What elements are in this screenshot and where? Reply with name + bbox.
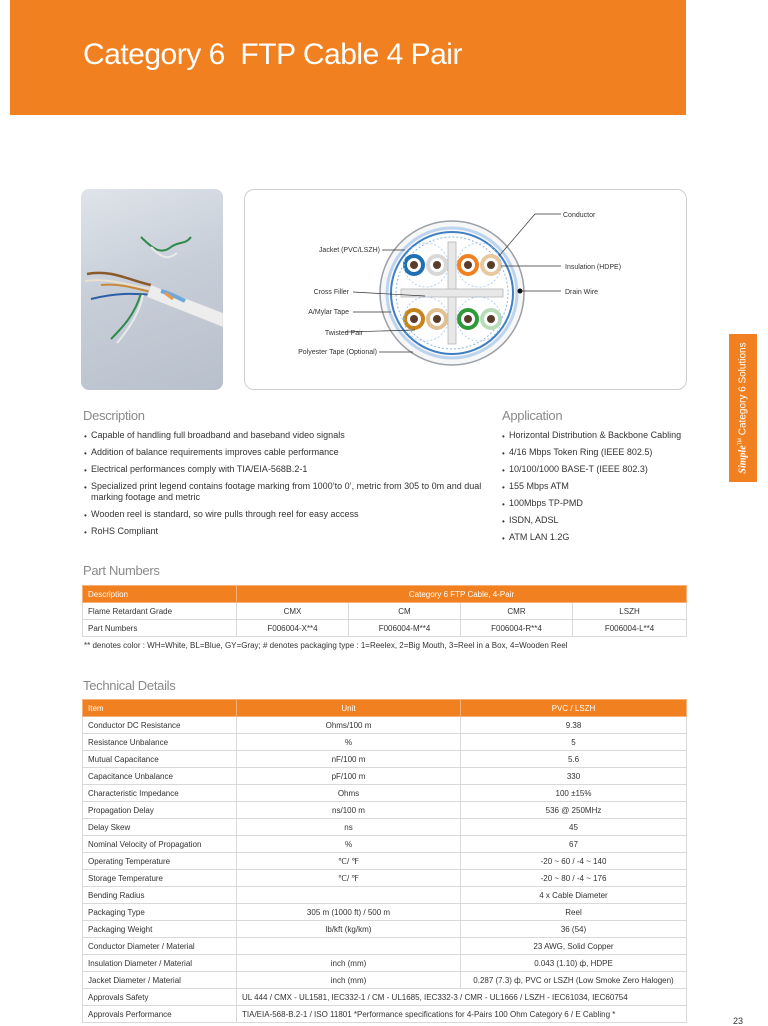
table-cell: 536 @ 250MHz [461,802,687,819]
part-numbers-table [82,585,687,637]
row-label: Propagation Delay [83,802,237,819]
table-cell: ℃/ ℉ [237,870,461,887]
row-label: Characteristic Impedance [83,785,237,802]
table-row [83,1006,687,1023]
table-row [83,904,687,921]
list-item: • 155 Mbps ATM [502,481,722,492]
table-cell: 45 [461,819,687,836]
label-conductor: Conductor [563,212,596,219]
header-pvc-lszh: PVC / LSZH [461,700,687,717]
table-cell: ns [237,819,461,836]
table-cell: 9.38 [461,717,687,734]
table-row [83,802,687,819]
table-row [83,870,687,887]
description-title: Description [83,408,145,423]
table-row [83,819,687,836]
row-label: Packaging Type [83,904,237,921]
table-row [83,603,687,620]
application-list [502,430,722,549]
table-cell [237,938,461,955]
list-item: • 100Mbps TP-PMD [502,498,722,509]
table-cell: % [237,836,461,853]
table-cell: 100 ±15% [461,785,687,802]
table-row [83,887,687,904]
table-cell: 5.6 [461,751,687,768]
label-drain-wire: Drain Wire [565,289,599,296]
table-row [83,620,687,637]
label-cross-filler: Cross Filler [313,289,349,296]
application-title: Application [502,408,563,423]
row-label: Nominal Velocity of Propagation [83,836,237,853]
side-tab-tm: TM [737,438,744,446]
list-item: • ISDN, ADSL [502,515,722,526]
page-title: Category 6 FTP Cable 4 Pair [83,38,462,71]
row-label: Delay Skew [83,819,237,836]
row-label: Flame Retardant Grade [83,603,237,620]
table-row [83,972,687,989]
table-cell: F006004-R**4 [461,620,573,637]
side-tab [729,334,757,482]
table-cell: UL 444 / CMX - UL1581, IEC332-1 / CM - UL1685, IEC332-3 / CMR - UL1666 / LSZH - IEC61034, IEC60754 [237,989,687,1006]
cross-section-svg [245,190,686,389]
table-cell: 330 [461,768,687,785]
row-label: Conductor DC Resistance [83,717,237,734]
list-item: • Addition of balance requirements improves cable performance [84,447,484,458]
table-row [83,768,687,785]
side-tab-label: Category 6 Solutions [737,342,749,436]
technical-details-body [83,717,687,1023]
table-cell: 0.043 (1.10) ф, HDPE [461,955,687,972]
row-label: Part Numbers [83,620,237,637]
table-cell: inch (mm) [237,972,461,989]
table-cell: pF/100 m [237,768,461,785]
cable-photo [81,189,223,390]
table-cell: Ohms/100 m [237,717,461,734]
table-row [83,785,687,802]
side-tab-text [737,342,748,473]
technical-details-title: Technical Details [83,678,176,693]
row-label: Approvals Performance [83,1006,237,1023]
table-cell: inch (mm) [237,955,461,972]
table-cell: 23 AWG, Solid Copper [461,938,687,955]
table-cell: nF/100 m [237,751,461,768]
table-cell: ns/100 m [237,802,461,819]
side-tab-brand: Simple [737,445,749,474]
row-label: Operating Temperature [83,853,237,870]
row-label: Capacitance Unbalance [83,768,237,785]
list-item: • ATM LAN 1.2G [502,532,722,543]
table-cell: 0.287 (7.3) ф, PVC or LSZH (Low Smoke Zero Halogen) [461,972,687,989]
list-item: • Horizontal Distribution & Backbone Cabling [502,430,722,441]
list-item: • Capable of handling full broadband and baseband video signals [84,430,484,441]
table-row [83,921,687,938]
row-label: Resistance Unbalance [83,734,237,751]
list-item: • 10/100/1000 BASE-T (IEEE 802.3) [502,464,722,475]
table-row [83,717,687,734]
part-numbers-title: Part Numbers [83,563,160,578]
label-mylar-tape: A/Mylar Tape [308,309,349,316]
row-label: Bending Radius [83,887,237,904]
list-item: • RoHS Compliant [84,526,484,537]
description-list [84,430,484,543]
table-cell: 67 [461,836,687,853]
list-item: • Wooden reel is standard, so wire pulls through reel for easy access [84,509,484,520]
label-polyester-tape: Polyester Tape (Optional) [298,349,377,356]
color-code-note: ** denotes color : WH=White, BL=Blue, GY=Gray; # denotes packaging type : 1=Reelex, 2=Big Mouth, 3=Reel in a Box, 4=Wooden Reel [84,641,568,650]
table-cell: F006004-M**4 [349,620,461,637]
header-item: Item [83,700,237,717]
table-cell: lb/kft (kg/km) [237,921,461,938]
table-cell: 305 m (1000 ft) / 500 m [237,904,461,921]
table-row [83,853,687,870]
technical-details-table [82,699,687,1023]
table-cell: TIA/EIA-568-B.2-1 / ISO 11801 *Performance specifications for 4-Pairs 100 Ohm Category 6 / E Cabling * [237,1006,687,1023]
table-cell: 4 x Cable Diameter [461,887,687,904]
table-row [83,989,687,1006]
table-header-row [83,700,687,717]
table-cell: F006004-L**4 [573,620,687,637]
row-label: Conductor Diameter / Material [83,938,237,955]
row-label: Packaging Weight [83,921,237,938]
list-item: • Electrical performances comply with TIA/EIA-568B.2-1 [84,464,484,475]
table-cell: 36 (54) [461,921,687,938]
row-label: Insulation Diameter / Material [83,955,237,972]
cable-cross-section-diagram [244,189,687,390]
table-cell: ℃/ ℉ [237,853,461,870]
header-unit: Unit [237,700,461,717]
table-cell: LSZH [573,603,687,620]
header-description: Description [83,586,237,603]
table-row [83,938,687,955]
page-header [10,0,686,115]
list-item: • Specialized print legend contains footage marking from 1000’to 0’, metric from 305 to 0m and dual marking footage and metric [84,481,484,503]
table-header-row [83,586,687,603]
table-cell: CM [349,603,461,620]
row-label: Storage Temperature [83,870,237,887]
label-insulation: Insulation (HDPE) [565,264,622,271]
table-cell: Ohms [237,785,461,802]
table-row [83,751,687,768]
table-cell: CMR [461,603,573,620]
table-cell: % [237,734,461,751]
list-item: • 4/16 Mbps Token Ring (IEEE 802.5) [502,447,722,458]
row-label: Mutual Capacitance [83,751,237,768]
table-row [83,955,687,972]
table-cell [237,887,461,904]
table-cell: Reel [461,904,687,921]
table-cell: 5 [461,734,687,751]
header-category: Category 6 FTP Cable, 4-Pair [237,586,687,603]
table-cell: CMX [237,603,349,620]
row-label: Approvals Safety [83,989,237,1006]
label-jacket: Jacket (PVC/LSZH) [318,247,380,254]
table-cell: -20 ~ 60 / -4 ~ 140 [461,853,687,870]
page-number: 23 [733,1016,744,1026]
table-row [83,836,687,853]
table-row [83,734,687,751]
table-cell: F006004-X**4 [237,620,349,637]
cable-photo-illustration [81,189,223,390]
label-twisted-pair: Twisted Pair [324,330,363,337]
table-cell: -20 ~ 80 / -4 ~ 176 [461,870,687,887]
row-label: Jacket Diameter / Material [83,972,237,989]
